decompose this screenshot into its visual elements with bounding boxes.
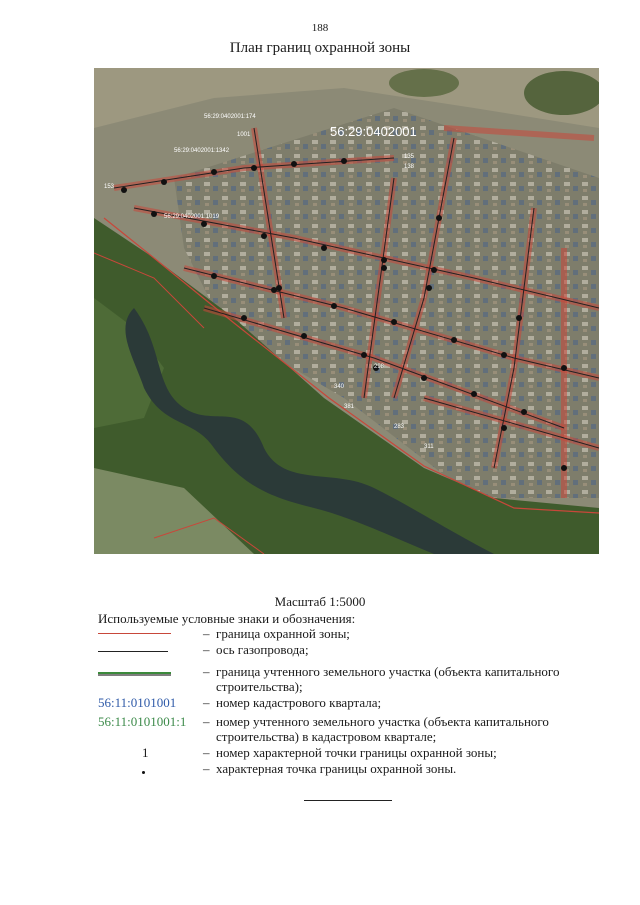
point-number: 381 <box>344 404 355 410</box>
point-number: 1001 <box>237 132 251 138</box>
legend-dash: – <box>203 626 210 641</box>
scale-label: Масштаб 1:5000 <box>274 594 366 609</box>
legend-text: номер характерной точки границы охранной зоны; <box>216 745 497 760</box>
legend-text: номер кадастрового квартала; <box>216 695 382 710</box>
legend-code-green: 56:11:0101001:1 <box>98 714 187 729</box>
point-number: 135 <box>404 154 415 160</box>
legend-symbol <box>98 642 198 657</box>
legend-symbol <box>98 714 198 729</box>
red-line-symbol <box>98 633 171 634</box>
legend-symbol <box>98 664 198 679</box>
legend-dash: – <box>203 761 210 776</box>
legend-symbol <box>98 745 198 760</box>
satellite-map-graphic <box>94 68 599 554</box>
point-number: 283 <box>394 424 405 430</box>
page-title: План границ охранной зоны <box>229 40 411 56</box>
point-number: 298 <box>374 364 385 370</box>
point-number: 311 <box>424 444 434 450</box>
legend-symbol <box>98 626 198 641</box>
legend-code-blue: 56:11:0101001 <box>98 695 177 710</box>
legend-symbol <box>98 695 198 710</box>
legend-text: номер учтенного земельного участка (объекта капитального строительства) в кадастровом квартале; <box>216 714 549 744</box>
boundary-map <box>94 68 599 554</box>
point-dot-symbol <box>142 771 145 774</box>
page-number: 188 <box>311 22 329 34</box>
legend-dash: – <box>203 695 210 710</box>
legend-text: ось газопровода; <box>216 642 309 657</box>
parcel-label: 56:29:0402001:174 <box>204 114 256 120</box>
legend-point-number: 1 <box>142 745 149 760</box>
legend-text: характерная точка границы охранной зоны. <box>216 761 457 776</box>
parcel-label: 56:29:0402001:1019 <box>164 214 220 220</box>
point-number: 138 <box>404 164 415 170</box>
point-number: 153 <box>104 184 115 190</box>
legend-dash: – <box>203 745 210 760</box>
cadastral-quarter-label: 56:29:0402001 <box>330 124 417 139</box>
legend-text: граница учтенного земельного участка (объекта капитального строительства); <box>216 664 560 694</box>
bottom-rule <box>304 800 392 801</box>
point-number: 340 <box>334 384 345 390</box>
black-line-symbol <box>98 651 168 652</box>
legend-dash: – <box>203 642 210 657</box>
legend-dash: – <box>203 714 210 729</box>
legend-dash: – <box>203 664 210 679</box>
legend-symbol <box>98 761 198 776</box>
legend-text: граница охранной зоны; <box>216 626 350 641</box>
green-line-symbol <box>98 672 171 674</box>
legend-heading: Используемые условные знаки и обозначения: <box>98 611 356 626</box>
parcel-label: 56:29:0402001:1342 <box>174 148 230 154</box>
